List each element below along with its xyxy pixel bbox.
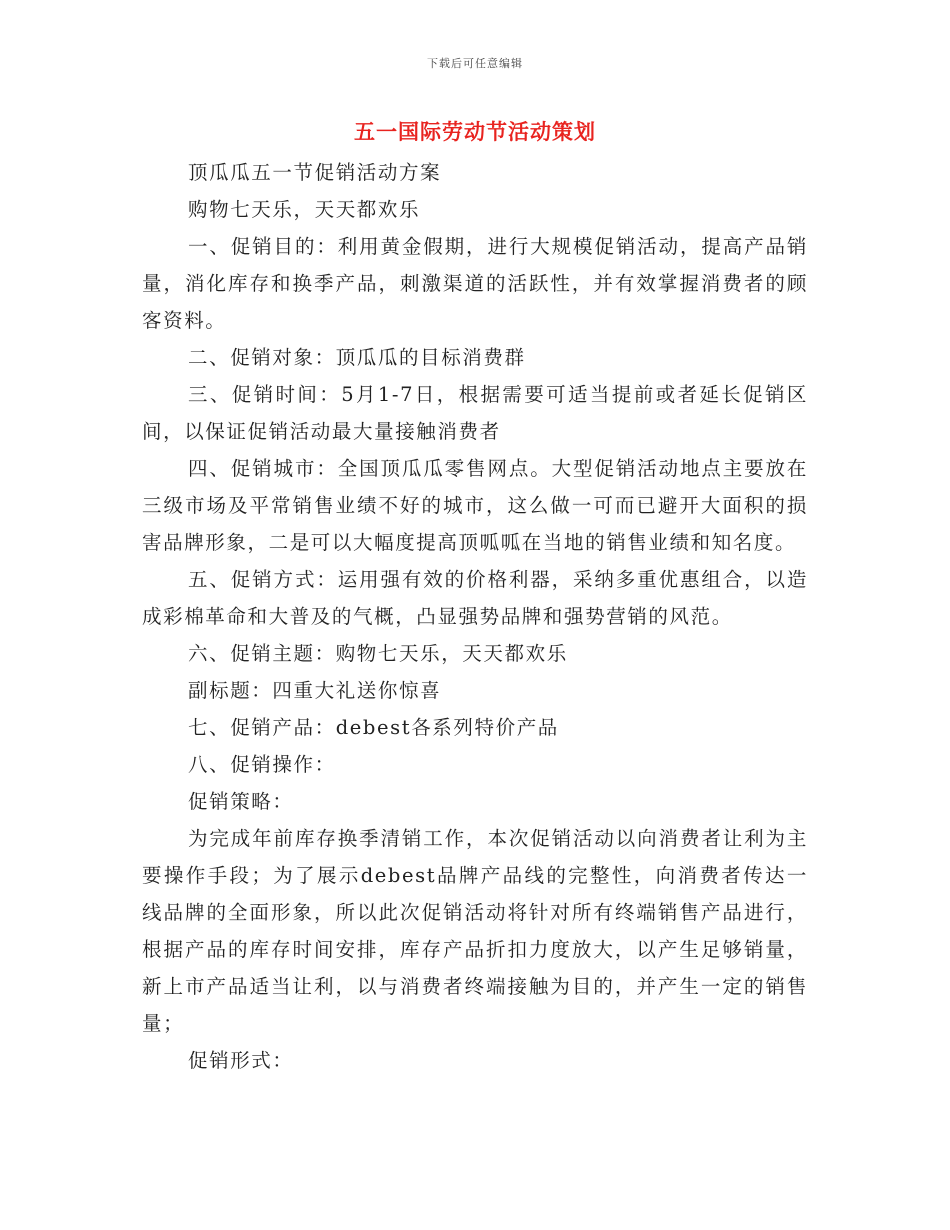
paragraph-cities: 四、促销城市：全国顶瓜瓜零售网点。大型促销活动地点主要放在三级市场及平常销售业绩不好的城市，这么做一可而已避开大面积的损害品牌形象，二是可以大幅度提高顶呱呱在当地的销售业绩和知名度。 — [142, 457, 808, 554]
document-title: 五一国际劳动节活动策划 — [354, 119, 596, 144]
paragraph-strategy-heading: 促销策略： — [188, 790, 294, 813]
paragraph-operation: 八、促销操作： — [188, 753, 336, 776]
paragraph-form-heading: 促销形式： — [188, 1049, 294, 1072]
paragraph-subtitle: 副标题：四重大礼送你惊喜 — [188, 679, 442, 702]
paragraph-theme: 六、促销主题：购物七天乐，天天都欢乐 — [188, 642, 568, 665]
paragraph-method: 五、促销方式：运用强有效的价格利器，采纳多重优惠组合，以造成彩棉革命和大普及的气概，凸显强势品牌和强势营销的风范。 — [142, 568, 808, 628]
header-note: 下载后可任意编辑 — [427, 57, 523, 70]
document-body — [142, 154, 808, 1079]
paragraph-purpose: 一、促销目的：利用黄金假期，进行大规模促销活动，提高产品销量，消化库存和换季产品，刺激渠道的活跃性，并有效掌握消费者的顾客资料。 — [142, 235, 808, 332]
paragraph-products: 七、促销产品：debest各系列特价产品 — [188, 716, 559, 739]
paragraph-target: 二、促销对象：顶瓜瓜的目标消费群 — [188, 346, 526, 369]
paragraph-plan-name: 顶瓜瓜五一节促销活动方案 — [188, 161, 442, 184]
paragraph-slogan: 购物七天乐，天天都欢乐 — [188, 198, 421, 221]
paragraph-strategy-body: 为完成年前库存换季清销工作，本次促销活动以向消费者让利为主要操作手段；为了展示debest品牌产品线的完整性，向消费者传达一线品牌的全面形象，所以此次促销活动将针对所有终端销售产品进行，根据产品的库存时间安排，库存产品折扣力度放大，以产生足够销量，新上市产品适当让利，以与消费者终端接触为目的，并产生一定的销售量； — [142, 827, 808, 1035]
paragraph-time: 三、促销时间：5月1-7日，根据需要可适当提前或者延长促销区间，以保证促销活动最大量接触消费者 — [142, 383, 808, 443]
